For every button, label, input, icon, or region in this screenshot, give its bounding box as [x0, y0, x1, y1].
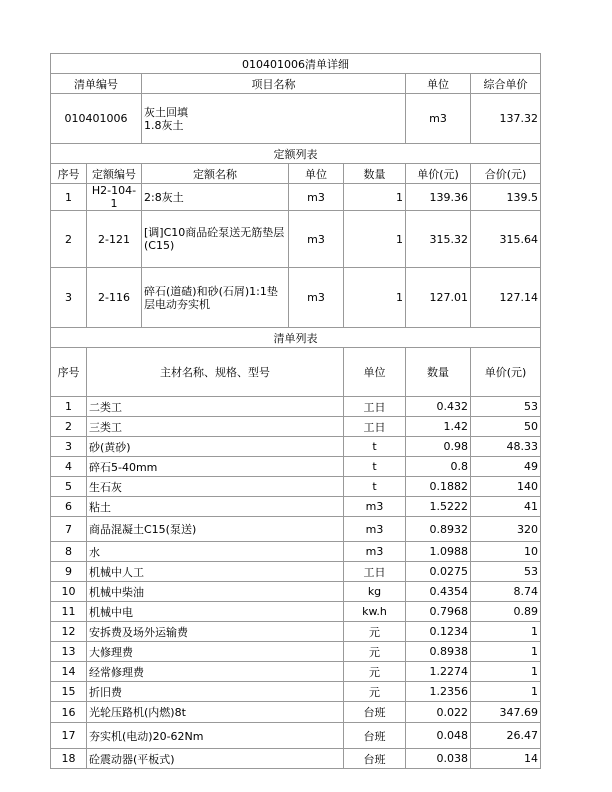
quota-col-name: 定额名称	[142, 164, 289, 184]
material-col-price: 单价(元)	[471, 348, 541, 397]
material-row	[51, 562, 541, 582]
quota-no: 1	[51, 184, 87, 211]
material-price: 8.74	[471, 582, 541, 602]
material-col-name: 主材名称、规格、型号	[87, 348, 344, 397]
material-price: 0.89	[471, 602, 541, 622]
quota-unit: m3	[289, 211, 344, 268]
item-unit: m3	[406, 94, 471, 144]
quota-qty: 1	[344, 268, 406, 328]
quota-header-row	[51, 164, 541, 184]
quota-price: 127.01	[406, 268, 471, 328]
quota-code: 2-116	[87, 268, 142, 328]
material-name: 二类工	[87, 397, 344, 417]
material-price: 140	[471, 477, 541, 497]
material-row	[51, 723, 541, 749]
material-unit: 工日	[344, 417, 406, 437]
quota-section-title: 定额列表	[51, 144, 541, 164]
material-no: 4	[51, 457, 87, 477]
unit-header: 单位	[406, 74, 471, 94]
quota-col-price: 单价(元)	[406, 164, 471, 184]
material-unit: 台班	[344, 702, 406, 723]
material-qty: 1.5222	[406, 497, 471, 517]
material-qty: 0.4354	[406, 582, 471, 602]
material-no: 13	[51, 642, 87, 662]
material-section-title: 清单列表	[51, 328, 541, 348]
material-no: 16	[51, 702, 87, 723]
material-no: 17	[51, 723, 87, 749]
material-row	[51, 749, 541, 769]
material-price: 53	[471, 562, 541, 582]
material-row	[51, 477, 541, 497]
quota-name: 2:8灰土	[142, 184, 289, 211]
item-name-line1: 灰土回填	[144, 105, 188, 119]
price-header: 综合单价	[471, 74, 541, 94]
material-qty: 0.1234	[406, 622, 471, 642]
material-name: 机械中电	[87, 602, 344, 622]
material-no: 15	[51, 682, 87, 702]
material-unit: 工日	[344, 397, 406, 417]
material-price: 1	[471, 682, 541, 702]
material-price: 48.33	[471, 437, 541, 457]
material-unit: 元	[344, 622, 406, 642]
material-row	[51, 662, 541, 682]
quota-row	[51, 268, 541, 328]
quota-code: H2-104-1	[87, 184, 142, 211]
material-name: 碎石5-40mm	[87, 457, 344, 477]
item-row	[51, 94, 541, 144]
material-row	[51, 417, 541, 437]
material-unit: 元	[344, 682, 406, 702]
material-unit: t	[344, 457, 406, 477]
material-name: 大修理费	[87, 642, 344, 662]
material-price: 53	[471, 397, 541, 417]
material-name: 砼震动器(平板式)	[87, 749, 344, 769]
material-row	[51, 397, 541, 417]
page-title: 010401006清单详细	[51, 54, 541, 74]
material-qty: 0.432	[406, 397, 471, 417]
material-no: 6	[51, 497, 87, 517]
material-qty: 1.2274	[406, 662, 471, 682]
material-no: 5	[51, 477, 87, 497]
material-price: 14	[471, 749, 541, 769]
material-row	[51, 702, 541, 723]
material-qty: 0.8	[406, 457, 471, 477]
quota-qty: 1	[344, 211, 406, 268]
material-price: 1	[471, 642, 541, 662]
quota-code: 2-121	[87, 211, 142, 268]
material-name: 生石灰	[87, 477, 344, 497]
material-row	[51, 497, 541, 517]
quota-no: 3	[51, 268, 87, 328]
material-unit: 工日	[344, 562, 406, 582]
quota-row	[51, 211, 541, 268]
quota-col-no: 序号	[51, 164, 87, 184]
material-price: 10	[471, 542, 541, 562]
material-price: 1	[471, 662, 541, 682]
material-name: 夯实机(电动)20-62Nm	[87, 723, 344, 749]
quota-row	[51, 184, 541, 211]
material-price: 320	[471, 517, 541, 542]
material-price: 347.69	[471, 702, 541, 723]
material-row	[51, 437, 541, 457]
code-header: 清单编号	[51, 74, 142, 94]
material-qty: 0.98	[406, 437, 471, 457]
material-row	[51, 542, 541, 562]
material-price: 50	[471, 417, 541, 437]
material-price: 41	[471, 497, 541, 517]
material-name: 砂(黄砂)	[87, 437, 344, 457]
material-name: 水	[87, 542, 344, 562]
material-qty: 1.42	[406, 417, 471, 437]
material-name: 三类工	[87, 417, 344, 437]
quota-total: 315.64	[471, 211, 541, 268]
item-code: 010401006	[51, 94, 142, 144]
material-unit: 元	[344, 642, 406, 662]
material-no: 2	[51, 417, 87, 437]
material-row	[51, 642, 541, 662]
material-no: 11	[51, 602, 87, 622]
material-no: 1	[51, 397, 87, 417]
material-row	[51, 622, 541, 642]
material-qty: 0.7968	[406, 602, 471, 622]
material-unit: kg	[344, 582, 406, 602]
material-no: 7	[51, 517, 87, 542]
material-name: 粘土	[87, 497, 344, 517]
material-col-unit: 单位	[344, 348, 406, 397]
material-qty: 1.0988	[406, 542, 471, 562]
material-qty: 1.2356	[406, 682, 471, 702]
quota-col-code: 定额编号	[87, 164, 142, 184]
material-name: 光轮压路机(内燃)8t	[87, 702, 344, 723]
material-no: 10	[51, 582, 87, 602]
material-col-qty: 数量	[406, 348, 471, 397]
item-price: 137.32	[471, 94, 541, 144]
material-row	[51, 602, 541, 622]
quota-unit: m3	[289, 184, 344, 211]
material-unit: m3	[344, 497, 406, 517]
material-price: 1	[471, 622, 541, 642]
material-unit: t	[344, 477, 406, 497]
quota-total: 139.5	[471, 184, 541, 211]
material-no: 9	[51, 562, 87, 582]
quota-name: [调]C10商品砼泵送无筋垫层(C15)	[142, 211, 289, 268]
material-name: 商品混凝土C15(泵送)	[87, 517, 344, 542]
material-unit: 台班	[344, 723, 406, 749]
material-unit: kw.h	[344, 602, 406, 622]
material-name: 经常修理费	[87, 662, 344, 682]
material-qty: 0.8938	[406, 642, 471, 662]
material-unit: 台班	[344, 749, 406, 769]
material-name: 机械中柴油	[87, 582, 344, 602]
material-no: 14	[51, 662, 87, 682]
quota-total: 127.14	[471, 268, 541, 328]
material-unit: t	[344, 437, 406, 457]
quota-unit: m3	[289, 268, 344, 328]
material-no: 3	[51, 437, 87, 457]
material-name: 折旧费	[87, 682, 344, 702]
material-col-no: 序号	[51, 348, 87, 397]
material-name: 安拆费及场外运输费	[87, 622, 344, 642]
quota-qty: 1	[344, 184, 406, 211]
quota-price: 315.32	[406, 211, 471, 268]
item-name-line2: 1.8灰土	[144, 118, 184, 132]
detail-table	[50, 53, 541, 769]
material-row	[51, 517, 541, 542]
quota-price: 139.36	[406, 184, 471, 211]
material-no: 12	[51, 622, 87, 642]
material-header-row	[51, 348, 541, 397]
material-qty: 0.048	[406, 723, 471, 749]
material-unit: 元	[344, 662, 406, 682]
quota-col-unit: 单位	[289, 164, 344, 184]
quota-no: 2	[51, 211, 87, 268]
material-no: 8	[51, 542, 87, 562]
material-qty: 0.0275	[406, 562, 471, 582]
material-name: 机械中人工	[87, 562, 344, 582]
material-qty: 0.1882	[406, 477, 471, 497]
quota-name: 碎石(道碴)和砂(石屑)1:1垫层电动夯实机	[142, 268, 289, 328]
material-qty: 0.022	[406, 702, 471, 723]
item-header-row	[51, 74, 541, 94]
material-price: 49	[471, 457, 541, 477]
material-unit: m3	[344, 542, 406, 562]
material-unit: m3	[344, 517, 406, 542]
material-row	[51, 457, 541, 477]
material-no: 18	[51, 749, 87, 769]
material-price: 26.47	[471, 723, 541, 749]
name-header: 项目名称	[142, 74, 406, 94]
quota-col-total: 合价(元)	[471, 164, 541, 184]
material-row	[51, 582, 541, 602]
quota-col-qty: 数量	[344, 164, 406, 184]
material-qty: 0.038	[406, 749, 471, 769]
item-name	[142, 94, 406, 144]
material-qty: 0.8932	[406, 517, 471, 542]
material-row	[51, 682, 541, 702]
